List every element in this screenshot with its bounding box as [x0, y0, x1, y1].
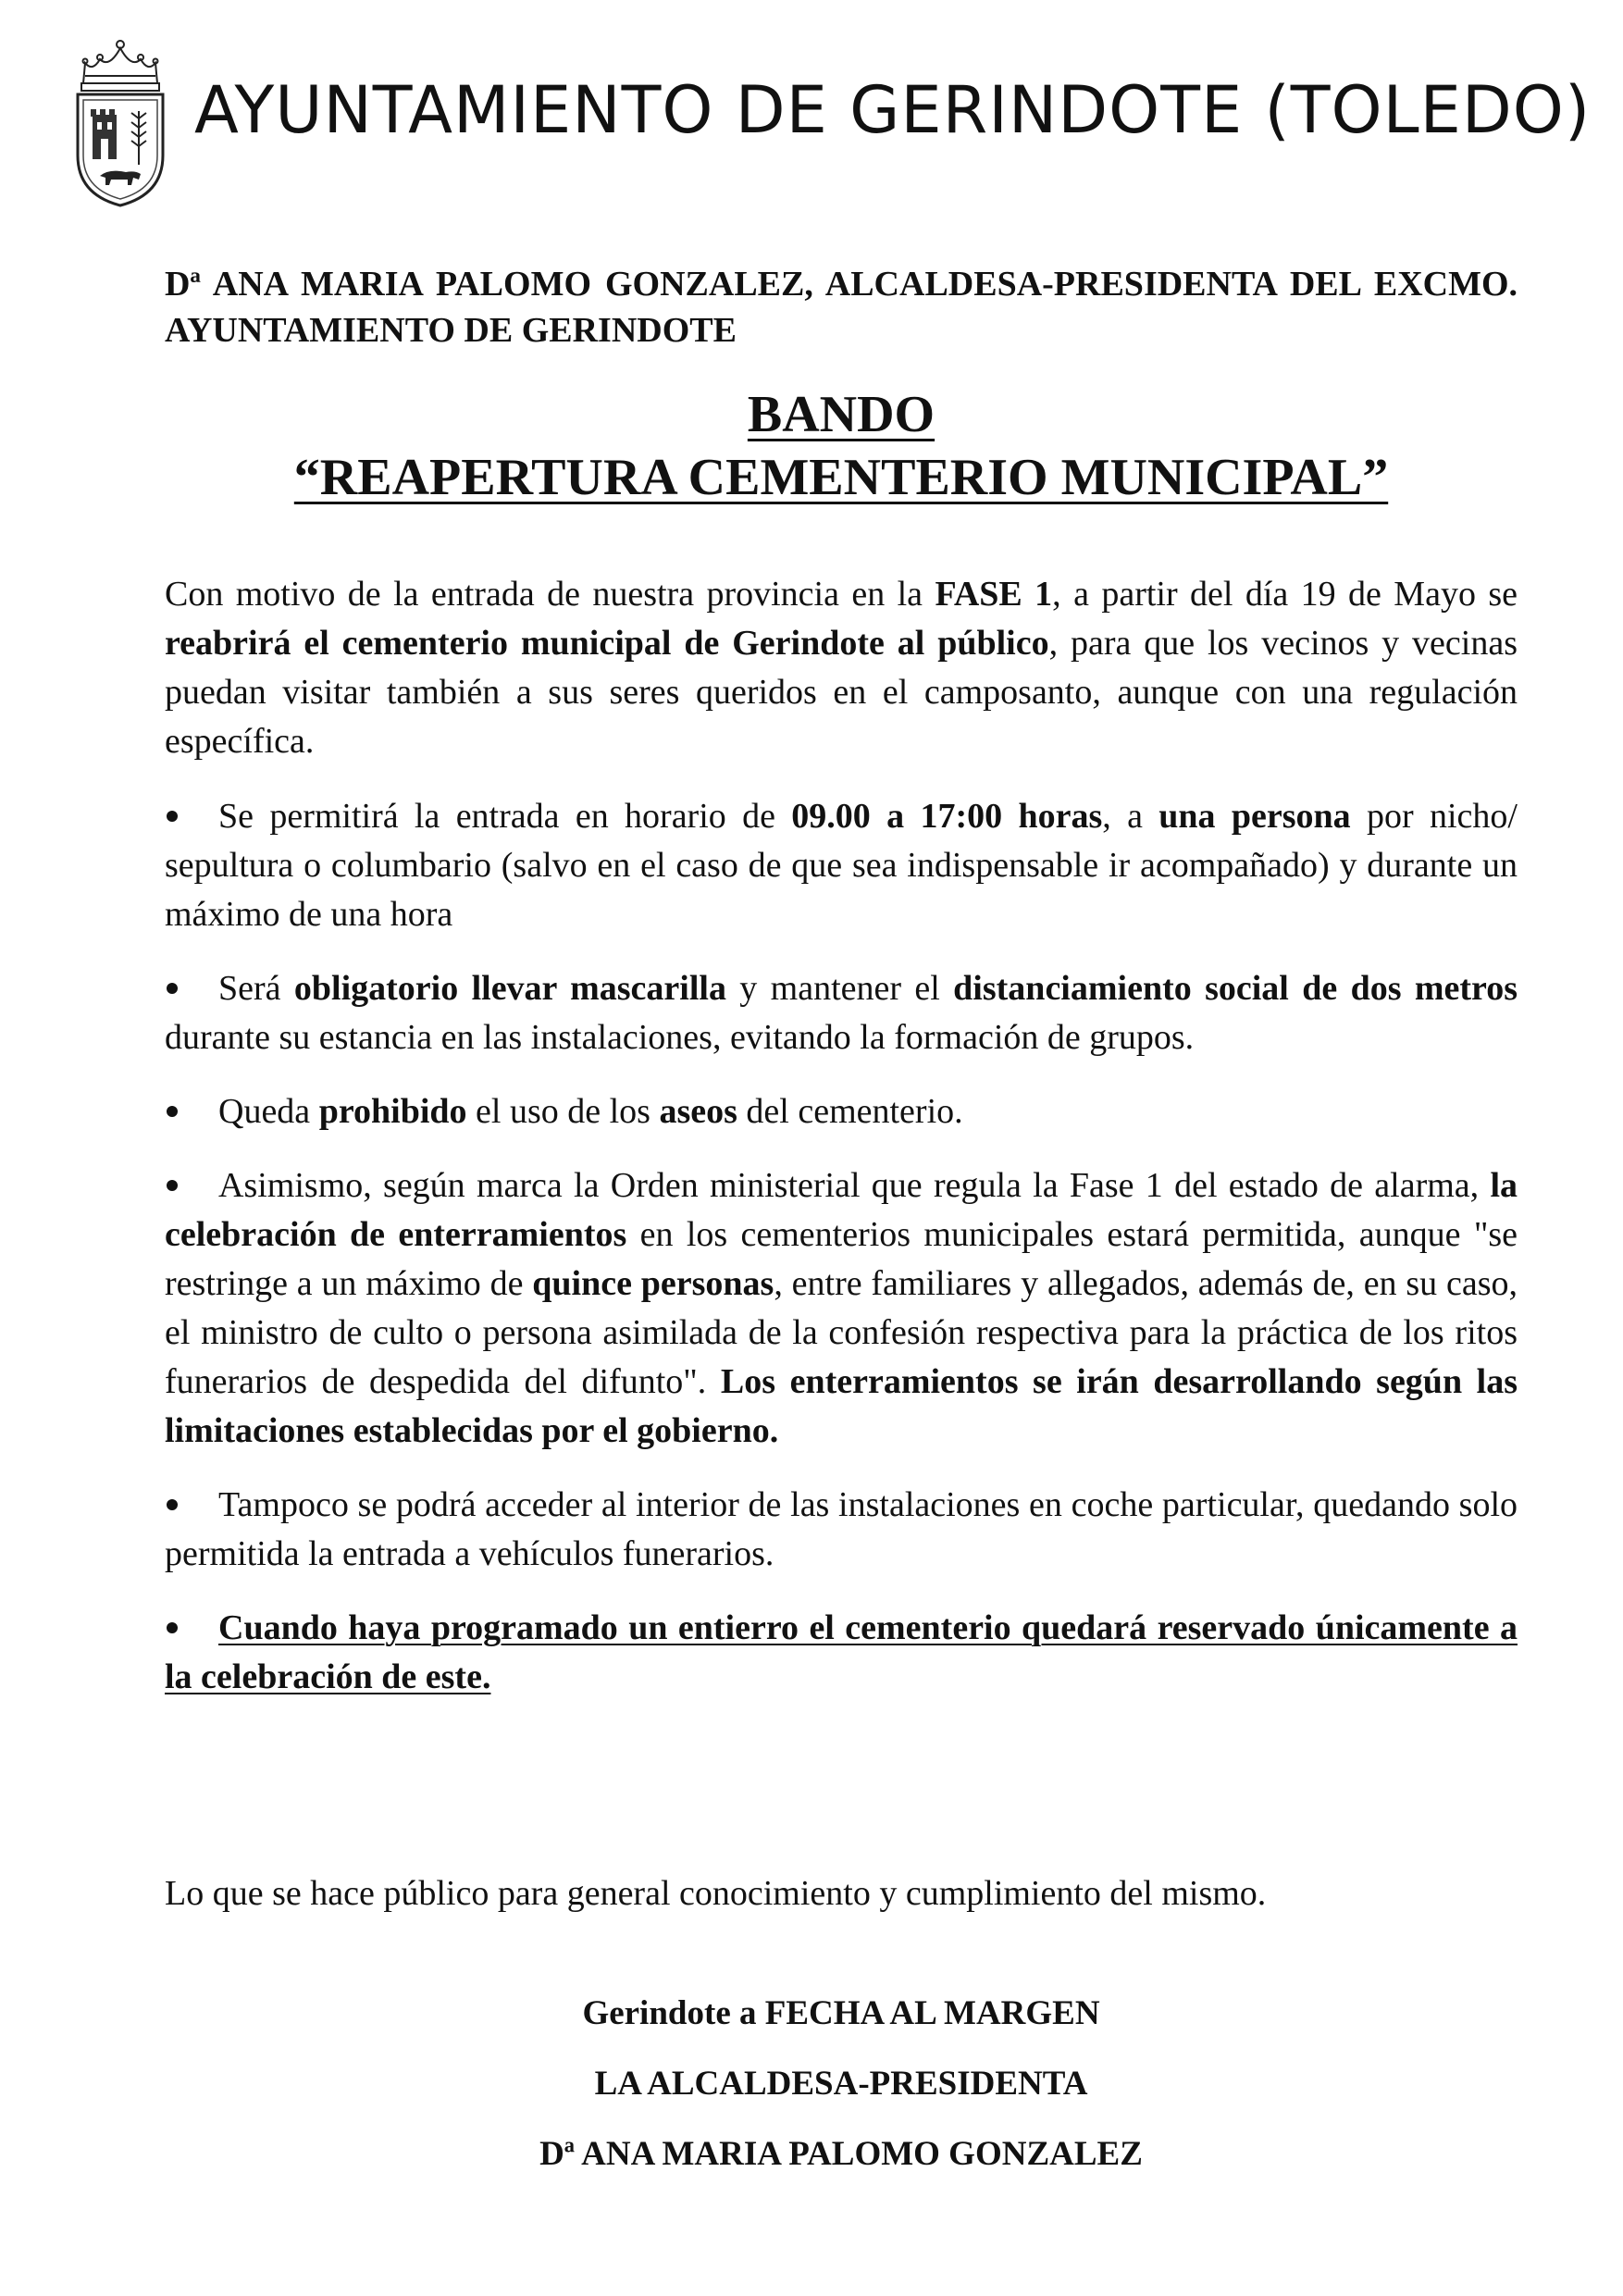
signature-name-line — [165, 2119, 1518, 2190]
bullet-bold: 09.00 a 17:00 horas — [791, 797, 1103, 836]
bullet-item-schedule — [165, 792, 1518, 939]
intro-bold-1: FASE 1 — [935, 575, 1053, 614]
signature-role: LA ALCALDESA-PRESIDENTA — [594, 2065, 1088, 2103]
bullet-bold: obligatorio llevar mascarilla — [293, 969, 726, 1008]
bullet-bold: una persona — [1158, 797, 1351, 836]
document-body — [165, 570, 1518, 1727]
authority-heading — [165, 261, 1518, 354]
closing-statement: Lo que se hace público para general conocimiento y cumplimiento del mismo. — [165, 1874, 1267, 1913]
bullet-text: Queda — [218, 1092, 319, 1131]
authority-text: ANA MARIA PALOMO GONZALEZ, ALCALDESA-PRESIDENTA DEL EXCMO. AYUNTAMIENTO DE GERINDOTE — [165, 265, 1518, 350]
bullet-bold: distanciamiento social de dos metros — [953, 969, 1518, 1008]
bullet-bold: Los enterramientos se irán desarrollando según las limitaciones establecidas por el gobierno. — [165, 1362, 1518, 1450]
municipality-title: AYUNTAMIENTO DE GERINDOTE (TOLEDO) — [194, 72, 1592, 148]
signature-prefix: Dª — [539, 2135, 575, 2173]
bullet-underlined-bold: Cuando haya programado un entierro el cementerio quedará reservado únicamente a la celebración de este. — [165, 1608, 1518, 1696]
bullet-icon — [167, 1180, 178, 1191]
bullet-text: , entre familiares y allegados, además de, en su caso, el ministro de culto o persona asimilada de la confesión respectiva para la práctica de los ritos funerarios de despedida del difunto". — [165, 1264, 1518, 1401]
signature-block — [165, 1979, 1518, 2190]
bullet-bold: quince personas — [532, 1264, 774, 1303]
bullet-icon — [167, 1622, 178, 1633]
intro-text-1: Con motivo de la entrada de nuestra provincia en la — [165, 575, 935, 614]
bullet-icon — [167, 811, 178, 822]
bullet-icon — [167, 1106, 178, 1117]
bullet-text: el uso de los — [466, 1092, 660, 1131]
bullet-item-burials — [165, 1161, 1518, 1456]
intro-bold-2: reabrirá el cementerio municipal de Gerindote al público — [165, 624, 1049, 663]
bullet-icon — [167, 1499, 178, 1510]
bullet-text: Tampoco se podrá acceder al interior de las instalaciones en coche particular, quedando solo permitida la entrada a vehículos funerarios. — [165, 1485, 1518, 1573]
bullet-item-mask — [165, 964, 1518, 1062]
bullet-text: durante su estancia en las instalaciones, evitando la formación de grupos. — [165, 1018, 1195, 1057]
intro-paragraph — [165, 570, 1518, 766]
intro-text-2: , a partir del día 19 de Mayo se — [1052, 575, 1518, 614]
bullet-text: , a — [1102, 797, 1159, 836]
signature-date-line: Gerindote a FECHA AL MARGEN — [582, 1994, 1100, 2032]
authority-prefix: Dª — [165, 265, 201, 304]
coat-of-arms-icon — [72, 35, 168, 209]
title-line-2: “REAPERTURA CEMENTERIO MUNICIPAL” — [293, 449, 1389, 506]
bullet-item-reserved — [165, 1604, 1518, 1702]
title-line-1: BANDO — [747, 386, 935, 443]
signature-name: ANA MARIA PALOMO GONZALEZ — [581, 2135, 1143, 2173]
bullet-bold: la celebración de enterramientos — [165, 1166, 1518, 1254]
bullet-item-restrooms — [165, 1087, 1518, 1136]
bullet-text: Asimismo, según marca la Orden ministerial que regula la Fase 1 del estado de alarma, — [218, 1166, 1491, 1205]
bullet-text: por nicho/ sepultura o columbario (salvo en el caso de que sea indispensable ir acompañado) y durante un máximo de una hora — [165, 797, 1518, 934]
bullet-text: Será — [218, 969, 294, 1008]
bullet-bold: prohibido — [318, 1092, 467, 1131]
bullet-text: y mantener el — [725, 969, 954, 1008]
bullet-icon — [167, 983, 178, 994]
intro-text-3: , para que los vecinos y vecinas puedan visitar también a sus seres queridos en el camposanto, aunque con una regulación específica. — [165, 624, 1518, 761]
bullet-text: Se permitirá la entrada en horario de — [218, 797, 792, 836]
bullet-text: en los cementerios municipales estará permitida, aunque "se restringe a un máximo de — [165, 1215, 1518, 1303]
bullet-item-vehicles — [165, 1481, 1518, 1579]
bullet-bold: aseos — [659, 1092, 737, 1131]
bullet-text: del cementerio. — [737, 1092, 963, 1131]
document-title — [165, 383, 1518, 509]
